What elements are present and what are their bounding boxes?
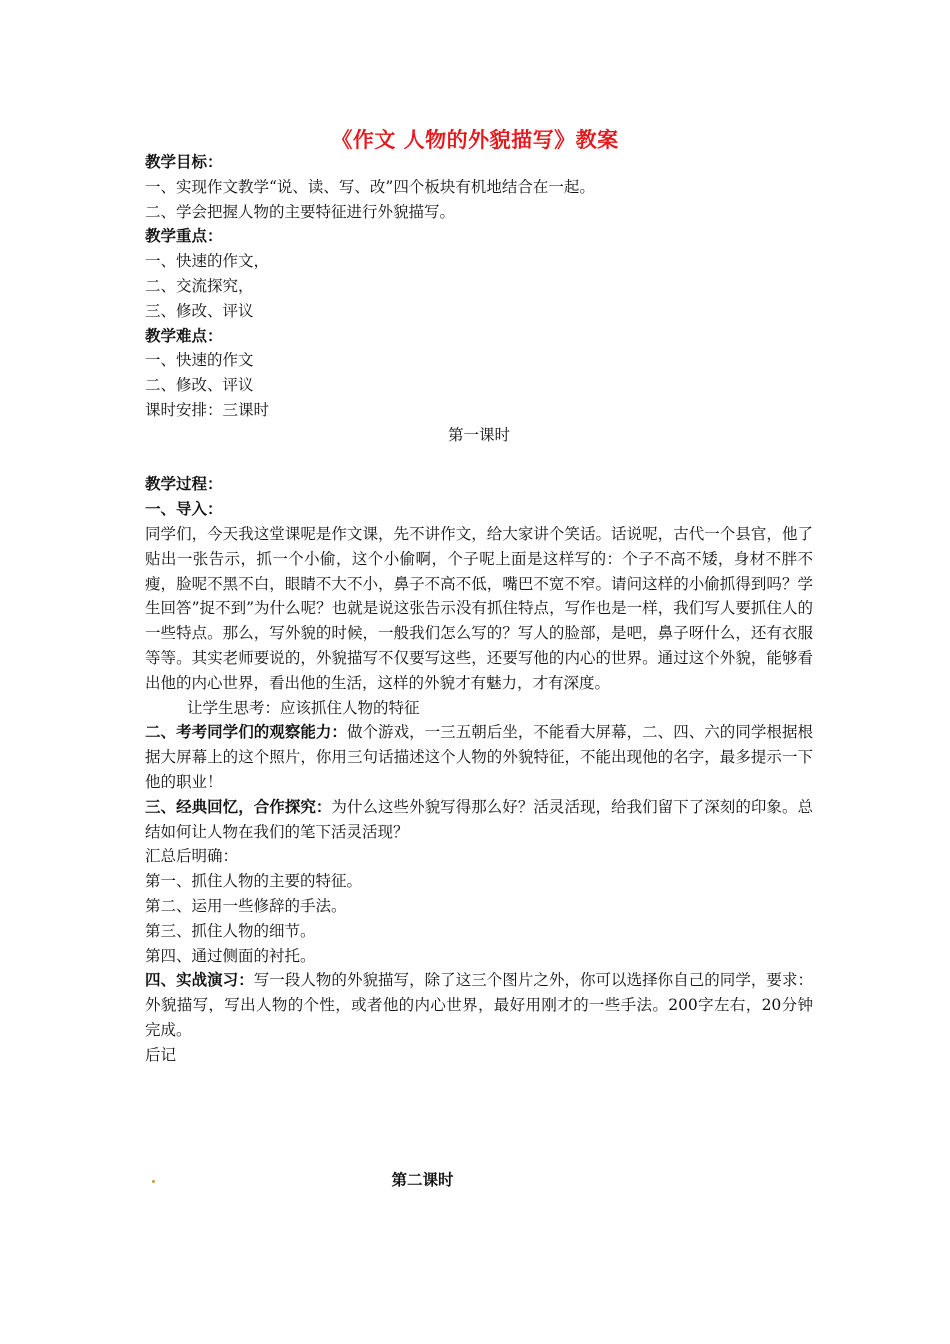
- document-body: [145, 150, 813, 1067]
- key-item: 一、快速的作文，: [145, 252, 270, 271]
- postscript: 后记: [145, 1045, 177, 1064]
- step3-heading: 三、经典回忆，合作探究：: [145, 797, 332, 816]
- lesson2-title: 第二课时: [391, 1171, 454, 1189]
- key-item: 三、修改、评议: [145, 301, 254, 320]
- step3-paragraph: [145, 795, 813, 845]
- step2-text: 做个游戏，一三五朝后坐，不能看大屏幕，二、四、六的同学根据根据大屏幕上的这个照片，你用三句话描述这个人物的外貌特征，不能出现他的名字，最多提示一下他的职业！: [145, 723, 813, 791]
- document-title: 《作文 人物的外貌描写》教案: [331, 128, 619, 152]
- summary-item: 第四、通过侧面的衬托。: [145, 946, 316, 965]
- goals-heading: 教学目标：: [145, 153, 223, 171]
- summary-item: 第一、抓住人物的主要的特征。: [145, 872, 363, 891]
- difficult-item: 一、快速的作文: [145, 351, 254, 370]
- key-item: 二、交流探究，: [145, 276, 254, 295]
- step4-paragraph: [145, 968, 813, 1042]
- step2-heading: 二、考考同学们的观察能力：: [145, 723, 347, 742]
- difficult-heading: 教学难点：: [145, 326, 223, 345]
- key-heading: 教学重点：: [145, 227, 223, 246]
- step2-paragraph: [145, 720, 813, 794]
- step1-paragraph: 同学们，今天我这堂课呢是作文课，先不讲作文，给大家讲个笑话。话说呢，古代一个县官，他了贴出一张告示，抓一个小偷，这个小偷啊，个子呢上面是这样写的：个子不高不矮，身材不胖不瘦，脸呢不黑不白，眼睛不大不小，鼻子不高不低，嘴巴不宽不窄。请问这样的小偷抓得到吗？学生回答”捉不到”为什么呢？也就是说这张告示没有抓住特点，写作也是一样，我们写人要抓住人的一些特点。那么，写外貌的时候，一般我们怎么写的？写人的脸部，是吧，鼻子呀什么，还有衣服等等。其实老师要说的，外貌描写不仅要写这些，还要写他的内心的世界。通过这个外貌，能够看出他的内心世界，看出他的生活，这样的外貌才有魅力，才有深度。: [145, 524, 813, 692]
- step3-text: 为什么这些外貌写得那么好？活灵活现，给我们留下了深刻的印象。总结如何让人物在我们的笔下活灵活现？: [145, 797, 813, 841]
- goal-item: 一、实现作文教学“说、读、写、改”四个板块有机地结合在一起。: [145, 177, 595, 196]
- blank-line: [145, 448, 813, 473]
- process-heading: 教学过程：: [145, 475, 223, 494]
- step4-text: 写一段人物的外貌描写，除了这三个图片之外，你可以选择你自己的同学，要求：外貌描写，写出人物的个性，或者他的内心世界，最好用刚才的一些手法。200字左右，20分钟完成。: [145, 971, 813, 1039]
- step4-heading: 四、实战演习：: [145, 971, 254, 990]
- difficult-item: 二、修改、评议: [145, 376, 254, 395]
- step1-think: 让学生思考：应该抓住人物的特征: [187, 698, 420, 717]
- summary-heading: 汇总后明确：: [145, 847, 239, 866]
- step1-heading: 一、导入：: [145, 500, 223, 519]
- lesson1-title: 第一课时: [447, 425, 510, 444]
- schedule-line: 课时安排：三课时: [145, 400, 270, 419]
- summary-item: 第三、抓住人物的细节。: [145, 921, 316, 940]
- goal-item: 二、学会把握人物的主要特征进行外貌描写。: [145, 202, 456, 221]
- summary-item: 第二、运用一些修辞的手法。: [145, 896, 347, 915]
